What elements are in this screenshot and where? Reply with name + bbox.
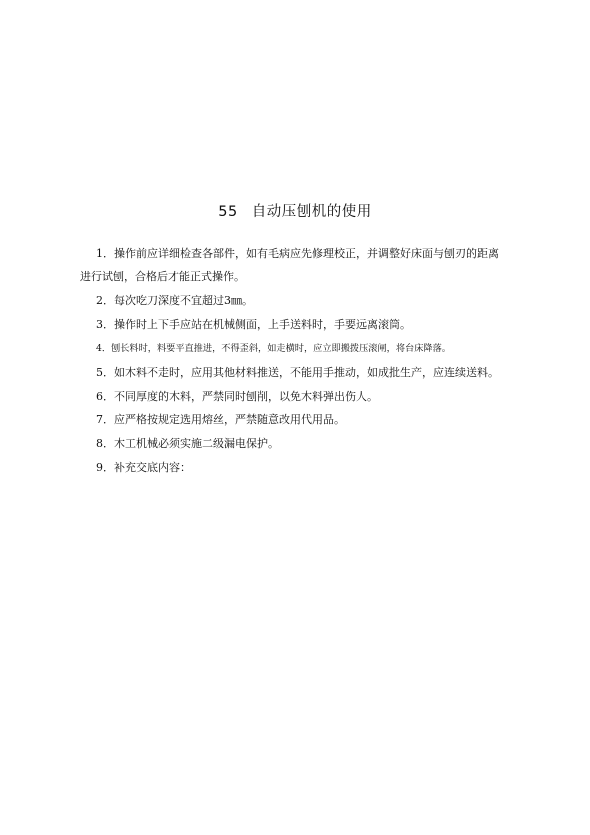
list-item: 2．每次吃刀深度不宜超过3㎜。 — [96, 294, 253, 307]
list-item: 5．如木料不走时，应用其他材料推送，不能用手推动，如成批生产，应连续送料。 — [96, 366, 499, 379]
list-item: 3．操作时上下手应站在机械侧面，上手送料时，手要远离滚筒。 — [96, 318, 411, 331]
list-item: 8．木工机械必须实施二级漏电保护。 — [96, 437, 279, 450]
list-item: 6．不同厚度的木料，严禁同时刨削，以免木料弹出伤人。 — [96, 390, 378, 403]
title-number: 55 — [218, 204, 238, 220]
list-item: 1．操作前应详细检查各部件，如有毛病应先修理校正，并调整好床面与刨刃的距离 — [96, 247, 499, 260]
list-item: 9．补充交底内容： — [96, 461, 191, 474]
list-item: 进行试刨，合格后才能正式操作。 — [80, 270, 245, 283]
title-text: 自动压刨机的使用 — [251, 204, 372, 220]
document-title — [0, 200, 590, 221]
list-item: 4．刨长料时，料要平直推进，不得歪斜，如走横时，应立即搬拨压滚闸，将台床降落。 — [96, 343, 451, 354]
list-item: 7．应严格按规定选用熔丝，严禁随意改用代用品。 — [96, 413, 345, 426]
